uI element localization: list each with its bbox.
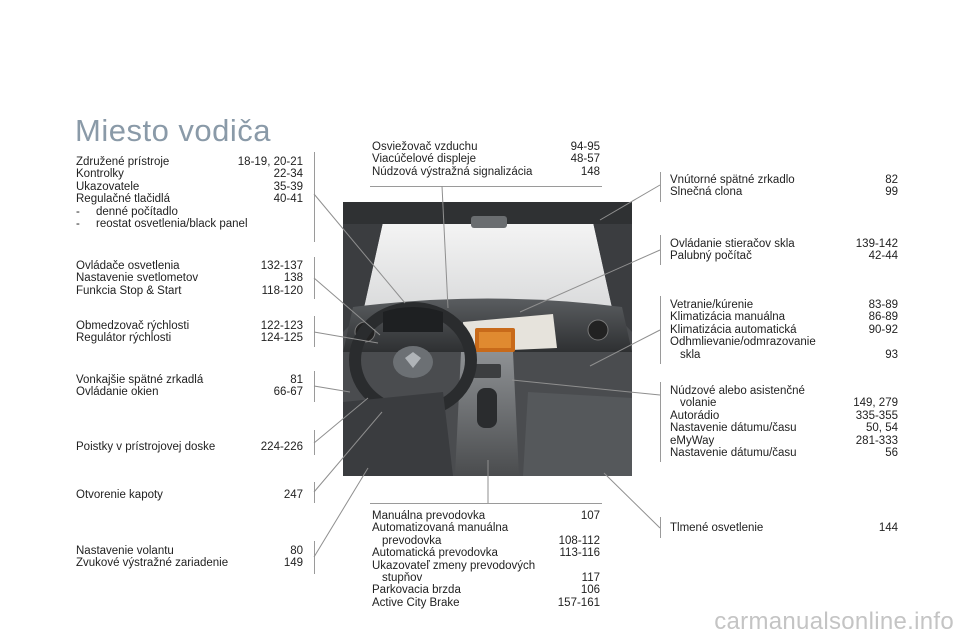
index-entry[interactable] bbox=[670, 336, 898, 348]
entry-label: Osviežovač vzduchu bbox=[372, 141, 478, 153]
entry-label: Ovládanie stieračov skla bbox=[670, 238, 795, 250]
right-group-ambient bbox=[670, 522, 898, 534]
entry-label: Nastavenie dátumu/času bbox=[670, 422, 797, 435]
entry-page: 144 bbox=[878, 522, 898, 534]
index-entry[interactable] bbox=[670, 435, 898, 447]
right-group-wipers bbox=[670, 238, 898, 263]
index-subentry[interactable] bbox=[76, 206, 303, 218]
entry-page: 224-226 bbox=[260, 441, 303, 453]
left-group-steering bbox=[76, 545, 303, 570]
index-entry[interactable] bbox=[670, 447, 898, 459]
entry-label: - reostat osvetlenia/black panel bbox=[76, 218, 248, 230]
entry-page: 42-44 bbox=[868, 250, 898, 263]
entry-label: Vetranie/kúrenie bbox=[670, 299, 754, 311]
entry-label: Núdzová výstražná signalizácia bbox=[372, 165, 533, 178]
cockpit-illustration bbox=[343, 202, 632, 476]
group-divider bbox=[370, 503, 602, 504]
entry-page: 247 bbox=[283, 489, 303, 501]
entry-label: Nastavenie dátumu/času bbox=[670, 447, 797, 460]
entry-page: 90-92 bbox=[868, 323, 898, 336]
group-divider bbox=[314, 152, 315, 242]
entry-page: 148 bbox=[580, 165, 600, 178]
entry-label: Ovládače osvetlenia bbox=[76, 260, 180, 272]
entry-page: 113-116 bbox=[559, 547, 600, 560]
index-entry[interactable] bbox=[670, 410, 898, 422]
entry-page: 93 bbox=[885, 348, 898, 361]
entry-label: stupňov bbox=[382, 572, 423, 585]
entry-page bbox=[297, 206, 303, 218]
left-group-mirrors bbox=[76, 374, 303, 399]
group-divider bbox=[314, 482, 315, 503]
entry-page: 18-19, 20-21 bbox=[237, 156, 303, 168]
entry-label: Núdzové alebo asistenčné bbox=[670, 385, 805, 397]
index-entry[interactable] bbox=[670, 250, 898, 262]
entry-page: 149 bbox=[283, 557, 303, 570]
entry-label: Vonkajšie spätné zrkadlá bbox=[76, 374, 204, 386]
group-divider bbox=[660, 296, 661, 364]
page-title: Miesto vodiča bbox=[75, 112, 272, 148]
gear-lever bbox=[477, 388, 497, 428]
entry-label: Kontrolky bbox=[76, 168, 124, 181]
entry-label: Ovládanie okien bbox=[76, 386, 159, 399]
left-group-fuses bbox=[76, 441, 303, 453]
entry-page: 94-95 bbox=[570, 141, 600, 153]
index-entry[interactable] bbox=[76, 441, 303, 453]
index-entry[interactable] bbox=[372, 597, 600, 609]
climate-controls bbox=[473, 364, 501, 378]
bottom-group-transmission bbox=[372, 510, 600, 609]
index-entry[interactable] bbox=[372, 510, 600, 522]
entry-page: 132-137 bbox=[260, 260, 303, 272]
watermark: carmanualsonline.info bbox=[714, 608, 954, 635]
right-group-climate bbox=[670, 299, 898, 361]
index-entry[interactable] bbox=[670, 385, 898, 397]
entry-label: Regulátor rýchlosti bbox=[76, 332, 172, 345]
index-entry[interactable] bbox=[372, 547, 600, 559]
group-divider bbox=[660, 172, 661, 202]
entry-page: 281-333 bbox=[855, 434, 898, 447]
index-entry[interactable] bbox=[670, 311, 898, 323]
entry-label: Nastavenie svetlometov bbox=[76, 272, 199, 285]
index-entry[interactable] bbox=[670, 397, 898, 409]
cockpit-photo bbox=[343, 202, 632, 476]
left-group-bonnet bbox=[76, 489, 303, 501]
entry-label: Združené prístroje bbox=[76, 156, 170, 168]
entry-page: 122-123 bbox=[260, 320, 303, 332]
entry-page: 82 bbox=[885, 174, 898, 186]
entry-label: Palubný počítač bbox=[670, 250, 752, 263]
index-entry[interactable] bbox=[372, 166, 600, 178]
group-divider bbox=[660, 382, 661, 462]
entry-page: 118-120 bbox=[261, 284, 303, 297]
entry-label: prevodovka bbox=[382, 534, 442, 547]
index-entry[interactable] bbox=[670, 186, 898, 198]
entry-page bbox=[297, 218, 303, 230]
index-entry[interactable] bbox=[76, 181, 303, 193]
entry-label: Autorádio bbox=[670, 409, 720, 422]
index-entry[interactable] bbox=[670, 324, 898, 336]
entry-label: Parkovacia brzda bbox=[372, 584, 461, 597]
entry-label: Automatizovaná manuálna bbox=[372, 522, 509, 535]
index-subentry[interactable] bbox=[76, 218, 303, 230]
index-entry[interactable] bbox=[76, 285, 303, 297]
entry-label: Funkcia Stop & Start bbox=[76, 284, 182, 297]
index-entry[interactable] bbox=[670, 522, 898, 534]
entry-label: Active City Brake bbox=[372, 596, 460, 609]
screen-display bbox=[479, 332, 511, 348]
driver-seat-area bbox=[343, 392, 453, 476]
entry-page: 139-142 bbox=[855, 238, 898, 250]
instrument-cluster bbox=[383, 307, 443, 332]
entry-page bbox=[892, 385, 898, 397]
entry-page: 83-89 bbox=[868, 299, 898, 311]
windshield bbox=[363, 222, 613, 312]
index-entry[interactable] bbox=[76, 272, 303, 284]
entry-label: Automatická prevodovka bbox=[372, 547, 498, 560]
entry-label: - denné počítadlo bbox=[76, 206, 178, 218]
entry-label: Otvorenie kapoty bbox=[76, 489, 163, 501]
entry-label: Zvukové výstražné zariadenie bbox=[76, 557, 229, 570]
index-entry[interactable] bbox=[76, 332, 303, 344]
entry-page: 40-41 bbox=[273, 193, 303, 206]
left-group-lighting bbox=[76, 260, 303, 297]
group-divider bbox=[370, 186, 602, 187]
entry-label: eMyWay bbox=[670, 434, 715, 447]
leader-line bbox=[314, 468, 368, 557]
entry-page: 80 bbox=[290, 545, 303, 557]
entry-page: 124-125 bbox=[260, 332, 303, 345]
entry-page: 86-89 bbox=[868, 311, 898, 324]
index-entry[interactable] bbox=[76, 320, 303, 332]
entry-label: Obmedzovač rýchlosti bbox=[76, 320, 190, 332]
entry-label: Vnútorné spätné zrkadlo bbox=[670, 174, 795, 186]
right-group-mirror bbox=[670, 174, 898, 199]
entry-page: 107 bbox=[580, 510, 600, 522]
index-entry[interactable] bbox=[76, 386, 303, 398]
entry-label: skla bbox=[680, 348, 701, 361]
rear-view-mirror bbox=[471, 216, 507, 228]
left-group-speed bbox=[76, 320, 303, 345]
entry-page bbox=[594, 560, 600, 572]
left-group-instruments bbox=[76, 156, 303, 230]
entry-page: 22-34 bbox=[273, 168, 303, 181]
entry-page: 335-355 bbox=[855, 409, 898, 422]
top-group-displays bbox=[372, 141, 600, 178]
index-entry[interactable] bbox=[76, 156, 303, 168]
right-air-vent bbox=[588, 320, 608, 340]
entry-page: 56 bbox=[885, 447, 898, 460]
entry-page: 48-57 bbox=[570, 153, 600, 166]
index-entry[interactable] bbox=[76, 193, 303, 205]
group-divider bbox=[314, 541, 315, 574]
index-entry[interactable] bbox=[670, 238, 898, 250]
entry-label: Nastavenie volantu bbox=[76, 545, 174, 557]
entry-page: 149, 279 bbox=[853, 397, 898, 410]
group-divider bbox=[314, 316, 315, 347]
entry-label: Poistky v prístrojovej doske bbox=[76, 441, 216, 453]
entry-label: Klimatizácia manuálna bbox=[670, 311, 786, 324]
entry-page: 81 bbox=[290, 374, 303, 386]
group-divider bbox=[314, 371, 315, 402]
index-entry[interactable] bbox=[76, 168, 303, 180]
index-entry[interactable] bbox=[372, 522, 600, 534]
entry-page: 35-39 bbox=[273, 180, 303, 193]
index-entry[interactable] bbox=[372, 584, 600, 596]
index-entry[interactable] bbox=[76, 545, 303, 557]
index-entry[interactable] bbox=[670, 299, 898, 311]
entry-label: Klimatizácia automatická bbox=[670, 323, 797, 336]
entry-page: 66-67 bbox=[273, 386, 303, 399]
entry-label: volanie bbox=[680, 397, 717, 410]
entry-label: Ukazovatele bbox=[76, 180, 140, 193]
index-entry[interactable] bbox=[372, 535, 600, 547]
entry-page: 99 bbox=[885, 186, 898, 199]
entry-label: Regulačné tlačidlá bbox=[76, 193, 170, 206]
entry-label: Viacúčelové displeje bbox=[372, 153, 476, 166]
entry-page: 117 bbox=[581, 572, 600, 585]
index-entry[interactable] bbox=[372, 572, 600, 584]
index-entry[interactable] bbox=[76, 489, 303, 501]
group-divider bbox=[660, 235, 661, 265]
index-entry[interactable] bbox=[372, 141, 600, 153]
index-entry[interactable] bbox=[372, 560, 600, 572]
entry-page: 138 bbox=[283, 272, 303, 285]
group-divider bbox=[314, 430, 315, 455]
group-divider bbox=[660, 517, 661, 538]
index-entry[interactable] bbox=[670, 349, 898, 361]
entry-page: 106 bbox=[580, 584, 600, 597]
leader-line bbox=[604, 473, 660, 528]
index-entry[interactable] bbox=[372, 153, 600, 165]
entry-label: Manuálna prevodovka bbox=[372, 510, 486, 522]
entry-label: Tlmené osvetlenie bbox=[670, 522, 764, 534]
entry-label: Odhmlievanie/odmrazovanie bbox=[670, 336, 816, 349]
entry-page: 108-112 bbox=[558, 534, 600, 547]
entry-label: Ukazovateľ zmeny prevodových bbox=[372, 559, 536, 572]
entry-label: Slnečná clona bbox=[670, 186, 743, 199]
passenger-seat bbox=[523, 392, 632, 476]
right-group-audio bbox=[670, 385, 898, 459]
index-entry[interactable] bbox=[670, 174, 898, 186]
entry-page bbox=[594, 522, 600, 534]
group-divider bbox=[314, 257, 315, 299]
entry-page: 157-161 bbox=[557, 596, 600, 609]
index-entry[interactable] bbox=[76, 374, 303, 386]
index-entry[interactable] bbox=[670, 422, 898, 434]
index-entry[interactable] bbox=[76, 260, 303, 272]
index-entry[interactable] bbox=[76, 557, 303, 569]
entry-page: 50, 54 bbox=[866, 422, 898, 435]
entry-page bbox=[892, 336, 898, 348]
